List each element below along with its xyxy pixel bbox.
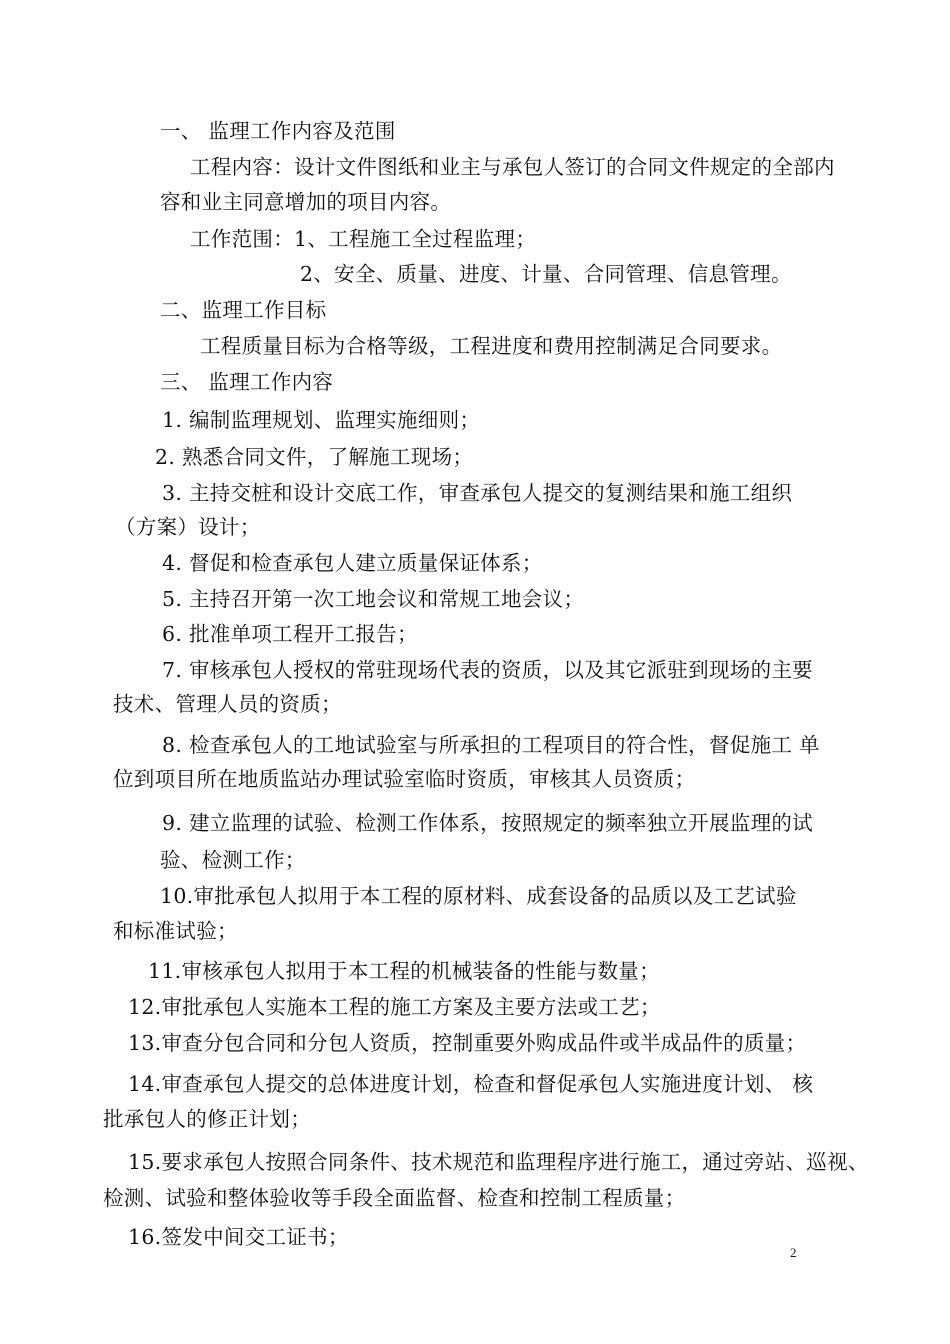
section-heading-3: 三、 监理工作内容 bbox=[160, 370, 334, 394]
list-item-continuation: 和标准试验； bbox=[113, 919, 238, 943]
list-item-continuation: 检测、试验和整体验收等手段全面监督、检查和控制工程质量； bbox=[103, 1186, 686, 1210]
list-item: 3. 主持交桩和设计交底工作，审查承包人提交的复测结果和施工组织 bbox=[162, 481, 793, 505]
list-item: 11.审核承包人拟用于本工程的机械装备的性能与数量； bbox=[148, 959, 660, 983]
list-item: 12.审批承包人实施本工程的施工方案及主要方法或工艺； bbox=[128, 995, 661, 1019]
list-item-continuation: 位到项目所在地质监站办理试验室临时资质，审核其人员资质； bbox=[113, 767, 696, 791]
list-item-continuation: 技术、管理人员的资质； bbox=[113, 692, 342, 716]
list-item: 15.要求承包人按照合同条件、技术规范和监理程序进行施工，通过旁站、巡视、 bbox=[128, 1150, 869, 1174]
list-item: 13.审查分包合同和分包人资质，控制重要外购成品件或半成品件的质量； bbox=[128, 1031, 807, 1055]
list-item: 2. 熟悉合同文件，了解施工现场； bbox=[155, 445, 474, 469]
list-item: 16.签发中间交工证书； bbox=[128, 1225, 349, 1249]
paragraph-line: 容和业主同意增加的项目内容。 bbox=[160, 190, 452, 214]
page-number: 2 bbox=[790, 1245, 797, 1260]
list-item: 10.审批承包人拟用于本工程的原材料、成套设备的品质以及工艺试验 bbox=[160, 884, 797, 908]
section-heading-2: 二、监理工作目标 bbox=[160, 298, 327, 322]
list-item-continuation: 验、检测工作； bbox=[160, 848, 306, 872]
list-item: 6. 批准单项工程开工报告； bbox=[162, 622, 418, 646]
list-item-continuation: （方案）设计； bbox=[115, 515, 261, 539]
list-item: 1. 编制监理规划、监理实施细则； bbox=[162, 408, 481, 432]
list-item: 9. 建立监理的试验、检测工作体系，按照规定的频率独立开展监理的试 bbox=[162, 811, 813, 835]
list-item: 7. 审核承包人授权的常驻现场代表的资质，以及其它派驻到现场的主要 bbox=[162, 658, 813, 682]
paragraph-line: 工程质量目标为合格等级，工程进度和费用控制满足合同要求。 bbox=[200, 334, 783, 358]
section-heading-1: 一、 监理工作内容及范围 bbox=[160, 119, 396, 143]
paragraph-line: 工程内容：设计文件图纸和业主与承包人签订的合同文件规定的全部内 bbox=[190, 155, 835, 179]
paragraph-line: 2、安全、质量、进度、计量、合同管理、信息管理。 bbox=[300, 262, 792, 286]
list-item: 4. 督促和检查承包人建立质量保证体系； bbox=[162, 551, 543, 575]
list-item: 5. 主持召开第一次工地会议和常规工地会议； bbox=[162, 587, 585, 611]
list-item: 8. 检查承包人的工地试验室与所承担的工程项目的符合性，督促施工 单 bbox=[162, 733, 820, 757]
paragraph-line: 工作范围：1、工程施工全过程监理； bbox=[190, 227, 537, 251]
list-item: 14.审查承包人提交的总体进度计划，检查和督促承包人实施进度计划、 核 bbox=[128, 1072, 814, 1096]
list-item-continuation: 批承包人的修正计划； bbox=[103, 1107, 311, 1131]
